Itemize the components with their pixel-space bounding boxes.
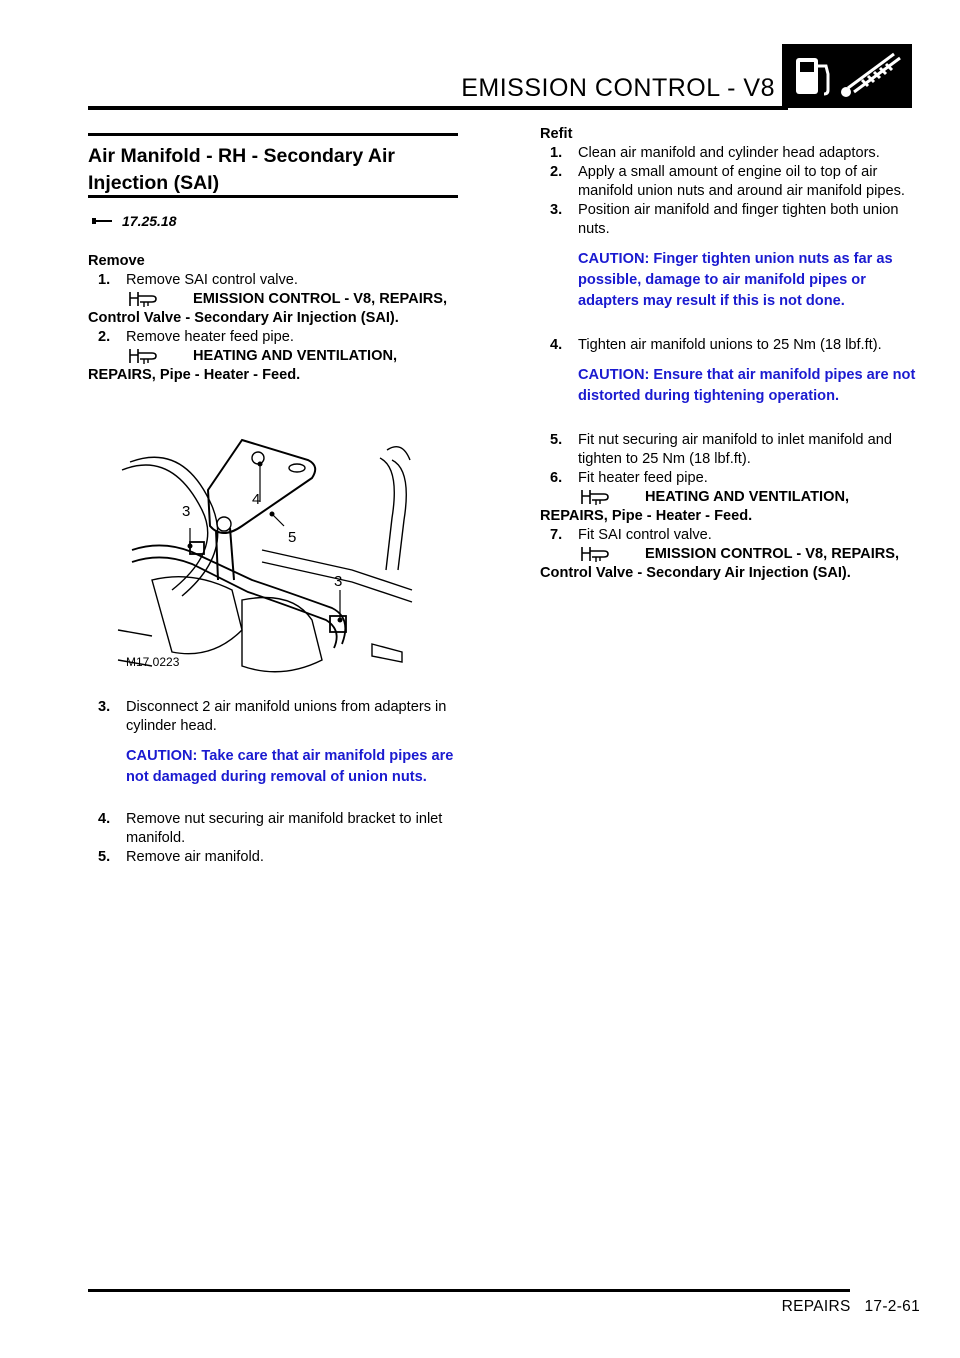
step-number: 5. bbox=[98, 849, 111, 865]
remove-section bbox=[88, 252, 468, 385]
cross-reference-3[interactable] bbox=[540, 488, 920, 526]
callout-label: 5 bbox=[288, 529, 297, 546]
step-text: Disconnect 2 air manifold unions from adapters in cylinder head. bbox=[126, 699, 447, 734]
step-number: 4. bbox=[98, 811, 111, 827]
operation-number: 17.25.18 bbox=[122, 213, 177, 229]
step-text: Position air manifold and finger tighten both union nuts. bbox=[578, 202, 899, 237]
remove-section-continued bbox=[88, 698, 463, 867]
step-number: 4. bbox=[550, 337, 563, 353]
step-text: Fit nut securing air manifold to inlet manifold and tighten to 25 Nm (18 lbf.ft). bbox=[578, 432, 892, 467]
pointing-hand-icon bbox=[128, 345, 158, 367]
refit-heading: Refit bbox=[540, 126, 573, 142]
callout-label: 3 bbox=[182, 503, 191, 520]
refit-section bbox=[540, 125, 920, 583]
step-number: 5. bbox=[550, 432, 563, 448]
refit-step-1 bbox=[540, 144, 920, 163]
engine-illustration bbox=[112, 430, 460, 688]
step-text: Remove SAI control valve. bbox=[126, 272, 298, 288]
remove-step-3 bbox=[88, 698, 463, 736]
step-text: Apply a small amount of engine oil to top of air manifold union nuts and around air manifold pipes. bbox=[578, 164, 905, 199]
refit-step-2 bbox=[540, 163, 920, 201]
page-header-title: EMISSION CONTROL - V8 bbox=[461, 74, 775, 102]
step-text: Remove nut securing air manifold bracket to inlet manifold. bbox=[126, 811, 443, 846]
fuel-pump-and-exhaust-icon bbox=[782, 44, 912, 108]
cross-reference-4[interactable] bbox=[540, 545, 920, 583]
step-number: 3. bbox=[98, 699, 111, 715]
step-number: 3. bbox=[550, 202, 563, 218]
cross-reference-text: HEATING AND VENTILATION, REPAIRS, Pipe - Heater - Feed. bbox=[88, 348, 398, 383]
step-number: 7. bbox=[550, 527, 563, 543]
cross-reference-text: EMISSION CONTROL - V8, REPAIRS, Control Valve - Secondary Air Injection (SAI). bbox=[88, 291, 448, 326]
step-number: 6. bbox=[550, 470, 563, 486]
callout-label: 3 bbox=[334, 573, 343, 590]
remove-heading: Remove bbox=[88, 253, 145, 269]
title-top-rule bbox=[88, 133, 458, 136]
caution-note: CAUTION: Finger tighten union nuts as far as possible, damage to air manifold pipes or adapters may result if this is not done. bbox=[578, 251, 893, 309]
figure-id: M17 0223 bbox=[126, 655, 180, 669]
cross-reference-text: EMISSION CONTROL - V8, REPAIRS, Control Valve - Secondary Air Injection (SAI). bbox=[540, 546, 900, 581]
pointing-hand-icon bbox=[128, 288, 158, 310]
refit-step-3 bbox=[540, 201, 920, 239]
step-text: Fit SAI control valve. bbox=[578, 527, 712, 543]
step-number: 2. bbox=[98, 329, 111, 345]
step-text: Remove heater feed pipe. bbox=[126, 329, 294, 345]
cross-reference-text: HEATING AND VENTILATION, REPAIRS, Pipe - Heater - Feed. bbox=[540, 489, 850, 524]
step-number: 1. bbox=[550, 145, 563, 161]
wrench-time-icon bbox=[92, 216, 112, 226]
cross-reference-2[interactable] bbox=[88, 347, 468, 385]
refit-step-5 bbox=[540, 431, 920, 469]
remove-step-4 bbox=[88, 810, 463, 848]
step-text: Clean air manifold and cylinder head adaptors. bbox=[578, 145, 880, 161]
step-number: 1. bbox=[98, 272, 111, 288]
section-title: Air Manifold - RH - Secondary Air Injection (SAI) bbox=[88, 145, 395, 194]
step-text: Fit heater feed pipe. bbox=[578, 470, 708, 486]
header-rule bbox=[88, 106, 788, 110]
step-text: Tighten air manifold unions to 25 Nm (18 lbf.ft). bbox=[578, 337, 882, 353]
pointing-hand-icon bbox=[580, 543, 610, 565]
callout-label: 4 bbox=[252, 491, 261, 508]
caution-note: CAUTION: Ensure that air manifold pipes are not distorted during tightening operation. bbox=[578, 367, 916, 404]
repair-operation-code bbox=[92, 213, 177, 229]
title-bottom-rule bbox=[88, 195, 458, 198]
refit-step-4 bbox=[540, 336, 920, 355]
pointing-hand-icon bbox=[580, 486, 610, 508]
footer-rule bbox=[88, 1289, 850, 1292]
cross-reference-1[interactable] bbox=[88, 290, 468, 328]
caution-note: CAUTION: Take care that air manifold pipes are not damaged during removal of union nuts. bbox=[126, 748, 454, 785]
step-number: 2. bbox=[550, 164, 563, 180]
step-text: Remove air manifold. bbox=[126, 849, 264, 865]
remove-step-5 bbox=[88, 848, 463, 867]
page-footer: REPAIRS 17-2-61 bbox=[781, 1298, 920, 1315]
